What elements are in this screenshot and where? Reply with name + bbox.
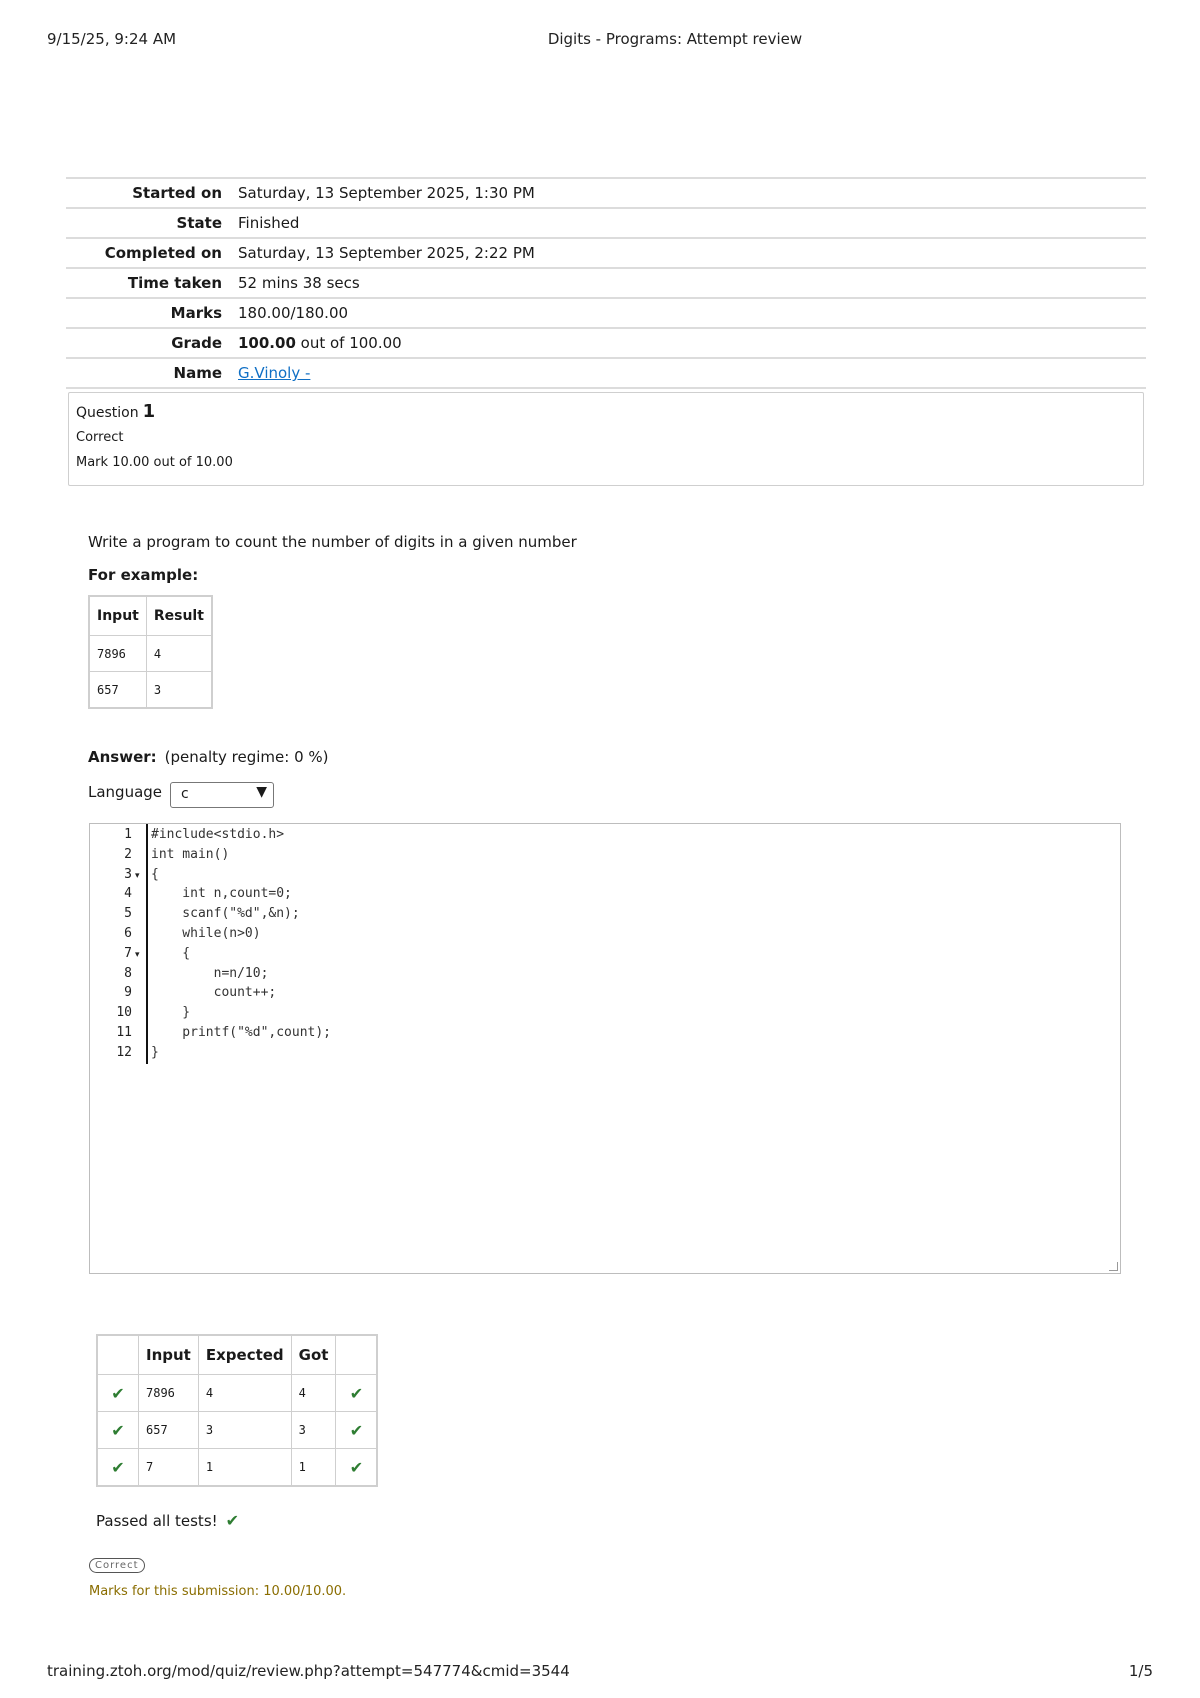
summary-value [238,328,1146,358]
results-header-row [97,1335,377,1375]
summary-row [66,268,1146,298]
line-number: 12 [116,1044,132,1060]
summary-value: Saturday, 13 September 2025, 2:22 PM [238,244,535,262]
student-name-link[interactable]: G.Vinoly - [238,364,311,382]
results-header-expected: Expected [198,1335,291,1375]
grade-out-of: out of 100.00 [295,334,402,352]
check-icon: ✔ [336,1412,378,1449]
question-text: Write a program to count the number of digits in a given number [88,533,577,551]
result-got: 1 [291,1449,336,1487]
results-header-status [97,1335,139,1375]
question-grade: Mark 10.00 out of 10.00 [76,455,233,470]
line-number: 9 [124,985,132,1001]
check-icon: ✔ [97,1375,139,1412]
question-info-box [68,392,1144,486]
print-url: training.ztoh.org/mod/quiz/review.php?attempt=547774&cmid=3544 [47,1662,570,1680]
for-example-heading: For example: [88,566,199,584]
check-icon: ✔ [97,1449,139,1487]
line-number: 3 [124,866,132,882]
answer-heading: Answer: [88,748,157,766]
chevron-down-icon: ▼ [256,784,267,800]
check-icon: ✔ [97,1412,139,1449]
summary-row [66,328,1146,358]
line-number: 8 [124,965,132,981]
language-select[interactable] [170,782,274,808]
results-header-got: Got [291,1335,336,1375]
code-line: { [151,945,191,961]
code-line: while(n>0) [151,926,261,941]
summary-value [238,358,1146,388]
code-line: scanf("%d",&n); [151,906,300,922]
fold-arrow-icon[interactable]: ▾ [135,949,140,960]
check-icon: ✔ [225,1511,240,1530]
code-editor[interactable] [89,823,1121,1274]
grade-value: 100.00 [238,334,296,352]
line-number: 10 [116,1005,132,1021]
line-number: 4 [124,886,132,902]
summary-value: 52 mins 38 secs [238,274,360,292]
line-number-gutter [90,824,148,1064]
print-header [47,30,1153,50]
results-row [97,1449,377,1487]
example-header-input: Input [89,596,146,636]
code-line: #include<stdio.h> [151,827,285,842]
passed-text: Passed all tests! [96,1512,218,1530]
summary-label: Grade [171,334,222,352]
attempt-summary-table [66,177,1146,389]
result-input: 657 [139,1412,199,1449]
check-icon: ✔ [336,1449,378,1487]
print-title: Digits - Programs: Attempt review [547,30,803,48]
code-line: printf("%d",count); [151,1025,332,1040]
result-got: 4 [291,1375,336,1412]
print-footer [47,1662,1153,1680]
passed-all-tests [96,1511,239,1530]
example-result: 4 [146,636,212,672]
summary-label: State [176,214,222,232]
example-header-result: Result [146,596,212,636]
code-line: n=n/10; [151,965,269,981]
summary-row [66,358,1146,388]
results-header-result [336,1335,378,1375]
check-icon: ✔ [336,1375,378,1412]
fold-arrow-icon[interactable]: ▾ [135,870,140,881]
correct-badge: Correct [89,1558,145,1573]
line-number: 1 [124,827,132,842]
answer-label [88,748,328,766]
line-number: 6 [124,926,132,941]
code-line: { [151,866,159,882]
code-line: int n,count=0; [151,886,292,902]
question-state: Correct [76,430,124,445]
example-row [89,636,212,672]
example-row [89,672,212,709]
marks-for-submission: Marks for this submission: 10.00/10.00. [89,1584,347,1599]
summary-label: Completed on [104,244,222,262]
code-line: } [151,1044,159,1060]
code-line: int main() [151,846,230,862]
summary-label: Marks [170,304,222,322]
result-got: 3 [291,1412,336,1449]
penalty-regime: (penalty regime: 0 %) [164,748,329,766]
result-expected: 3 [198,1412,291,1449]
result-input: 7 [139,1449,199,1487]
question-number-value: 1 [142,401,156,422]
question-number [76,401,1136,422]
language-selected-value: c [181,786,189,802]
summary-label: Name [173,364,222,382]
example-result: 3 [146,672,212,709]
results-row [97,1375,377,1412]
result-expected: 4 [198,1375,291,1412]
example-input: 7896 [89,636,146,672]
code-line: } [151,1005,191,1021]
summary-value: Finished [238,214,300,232]
summary-row [66,238,1146,268]
print-datetime: 9/15/25, 9:24 AM [47,30,177,48]
results-header-input: Input [139,1335,199,1375]
summary-row [66,208,1146,238]
result-expected: 1 [198,1449,291,1487]
summary-row [66,178,1146,208]
line-number: 5 [124,906,132,922]
code-line: count++; [151,985,277,1001]
resize-handle[interactable] [1109,1262,1118,1271]
summary-row [66,298,1146,328]
result-input: 7896 [139,1375,199,1412]
example-input: 657 [89,672,146,709]
summary-label: Time taken [127,274,222,292]
line-number: 11 [116,1025,132,1040]
print-page-number: 1/5 [1128,1662,1153,1680]
line-number: 2 [124,846,132,862]
results-row [97,1412,377,1449]
example-header-row [89,596,212,636]
line-number: 7 [124,945,132,961]
example-table [88,595,213,709]
summary-value: 180.00/180.00 [238,304,349,322]
summary-value: Saturday, 13 September 2025, 1:30 PM [238,184,535,202]
language-label: Language [88,783,163,801]
question-label: Question [76,405,139,421]
summary-label: Started on [132,184,222,202]
test-results-table [96,1334,378,1487]
